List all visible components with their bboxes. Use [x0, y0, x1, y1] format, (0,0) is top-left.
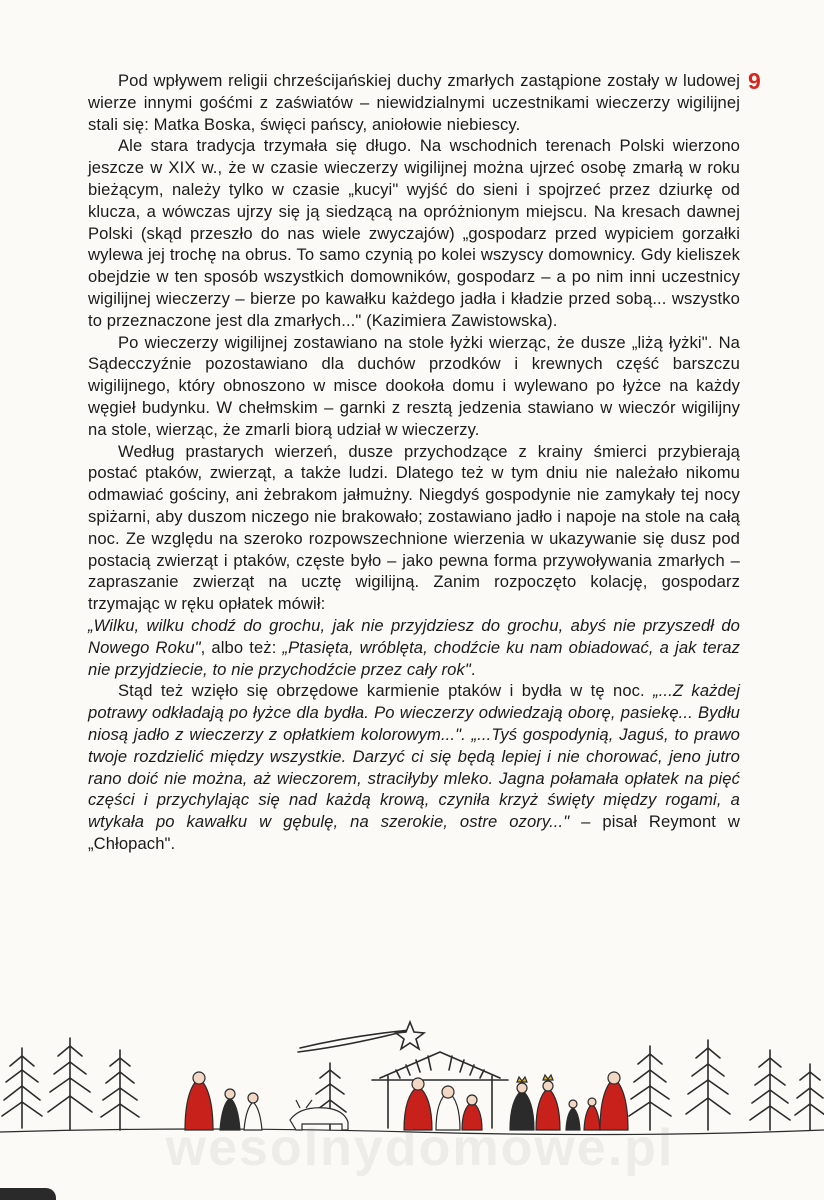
quote-text: „...Z każdej potrawy odkładają po łyżce dla bydła. Po wieczerzy odwiedzają oborę, pasiekę... Bydłu niosą jadło z wieczerzy z opłatkiem kolorowym...". „...Tyś gospodynią, Jaguś, to prawo twoje rozdzielić między wszystkie. Darzyć ci się będą lepiej i nie chorować, jeno jutro rano doić nie można, aż wieczorem, straciłyby mleko. Jagna połamała opłatek na pięć części i przychylając się nad każdą krową, czyniła krzyż święty między rogami, a wtykała po kawałku w gębulę, na szerokie, ostre ozory..." [88, 681, 740, 832]
corner-mark [0, 1188, 56, 1200]
paragraph [88, 441, 740, 615]
tree-icon [750, 1050, 790, 1130]
body-text: Pod wpływem religii chrześcijańskiej duchy zmarłych zastąpione zostały w ludowej wierze innymi gośćmi z zaświatów – niewidzialnymi uczestnikami wieczerzy wigilijnej stali się: Matka Boska, święci pańscy, aniołowie niebiescy. [88, 71, 740, 134]
comet-star-icon [298, 1022, 424, 1052]
paragraph [88, 680, 740, 854]
body-text: – pisał Reymont w „Chłopach". [88, 812, 741, 853]
paragraph [88, 70, 740, 135]
paragraph [88, 615, 740, 680]
tree-icon [2, 1048, 42, 1128]
article-body [88, 70, 740, 855]
body-text: Ale stara tradycja trzymała się długo. Na wschodnich terenach Polski wierzono jeszcze w XIX w., że w czasie wieczerzy wigilijnej można ujrzeć osobę zmarłą w roku bieżącym, należy tylko w czasie „kucyi" wyjść do sieni i spojrzeć przez dziurkę od klucza, a wówczas ujrzy się ją siedzącą na opróżnionym miejscu. Na kresach dawnej Polski (skąd przeszło do nas wiele zwyczajów) „gospodarz przed wypiciem gorzałki wylewa jej trochę na obrus. To samo czynią po kolei wszyscy domownicy. Gdy kieliszek obejdzie w ten sposób wszystkich domowników, gospodarz – a po nim inni uczestnicy wigilijnej wieczerzy – bierze po kawałku każdego jadła i kładzie przed sobą... wszystko to przeznaczone jest dla zmarłych..." (Kazimiera Zawistowska). [88, 136, 740, 330]
body-text: Po wieczerzy wigilijnej zostawiano na stole łyżki wierząc, że dusze „liżą łyżki". Na Sądecczyźnie pozostawiano dla duchów przodków i krewnych część barszczu wigilijnego, który obnoszono w misce dookoła domu i wylewano po łyżce na każdy węgieł budynku. W chełmskim – garnki z resztą jedzenia stawiano w wieczór wigilijny na stole, wierząc, że zmarli biorą udział w wieczerzy. [88, 332, 740, 439]
quote-text: „Ptasięta, wróblęta, chodźcie ku nam obiadować, a jak teraz nie przyjdziecie, to nie przychodźcie przez cały rok" [88, 637, 740, 679]
body-text: Stąd też wzięło się obrzędowe karmienie ptaków i bydła w tę noc. [118, 681, 654, 701]
page-number: 9 [748, 68, 761, 94]
tree-icon [686, 1040, 730, 1130]
body-text: , albo też: [200, 637, 283, 657]
paragraph [88, 332, 740, 441]
paragraph [88, 135, 740, 331]
tree-icon [795, 1064, 824, 1130]
tree-icon [48, 1038, 92, 1130]
body-text: . [470, 659, 476, 679]
quote-text: „Wilku, wilku chodź do grochu, jak nie przyjdziesz do grochu, abyś nie przyszedł do Nowego Roku" [88, 615, 740, 657]
watermark: wesolnydomowe.pl [165, 1119, 675, 1177]
body-text: Według prastarych wierzeń, dusze przychodzące z krainy śmierci przybierają postać ptaków, zwierząt, a także ludzi. Dlatego też w tym dniu nie należało nikomu odmawiać gościny, ani żebrakom jałmużny. Niegdyś gospodynie nie zamykały tej nocy spiżarni, aby duszom niczego nie brakowało; zostawiano jadło i napoje na stole na całą noc. Ze względu na szeroko rozpowszechnione wierzenia w ukazywanie się dusz pod postacią zwierząt i ptaków, częste było – jako pewna forma przywoływania zmarłych – zapraszanie zwierząt na ucztę wigilijną. Zanim rozpoczęto kolację, gospodarz trzymając w ręku opłatek mówił: [88, 441, 740, 614]
